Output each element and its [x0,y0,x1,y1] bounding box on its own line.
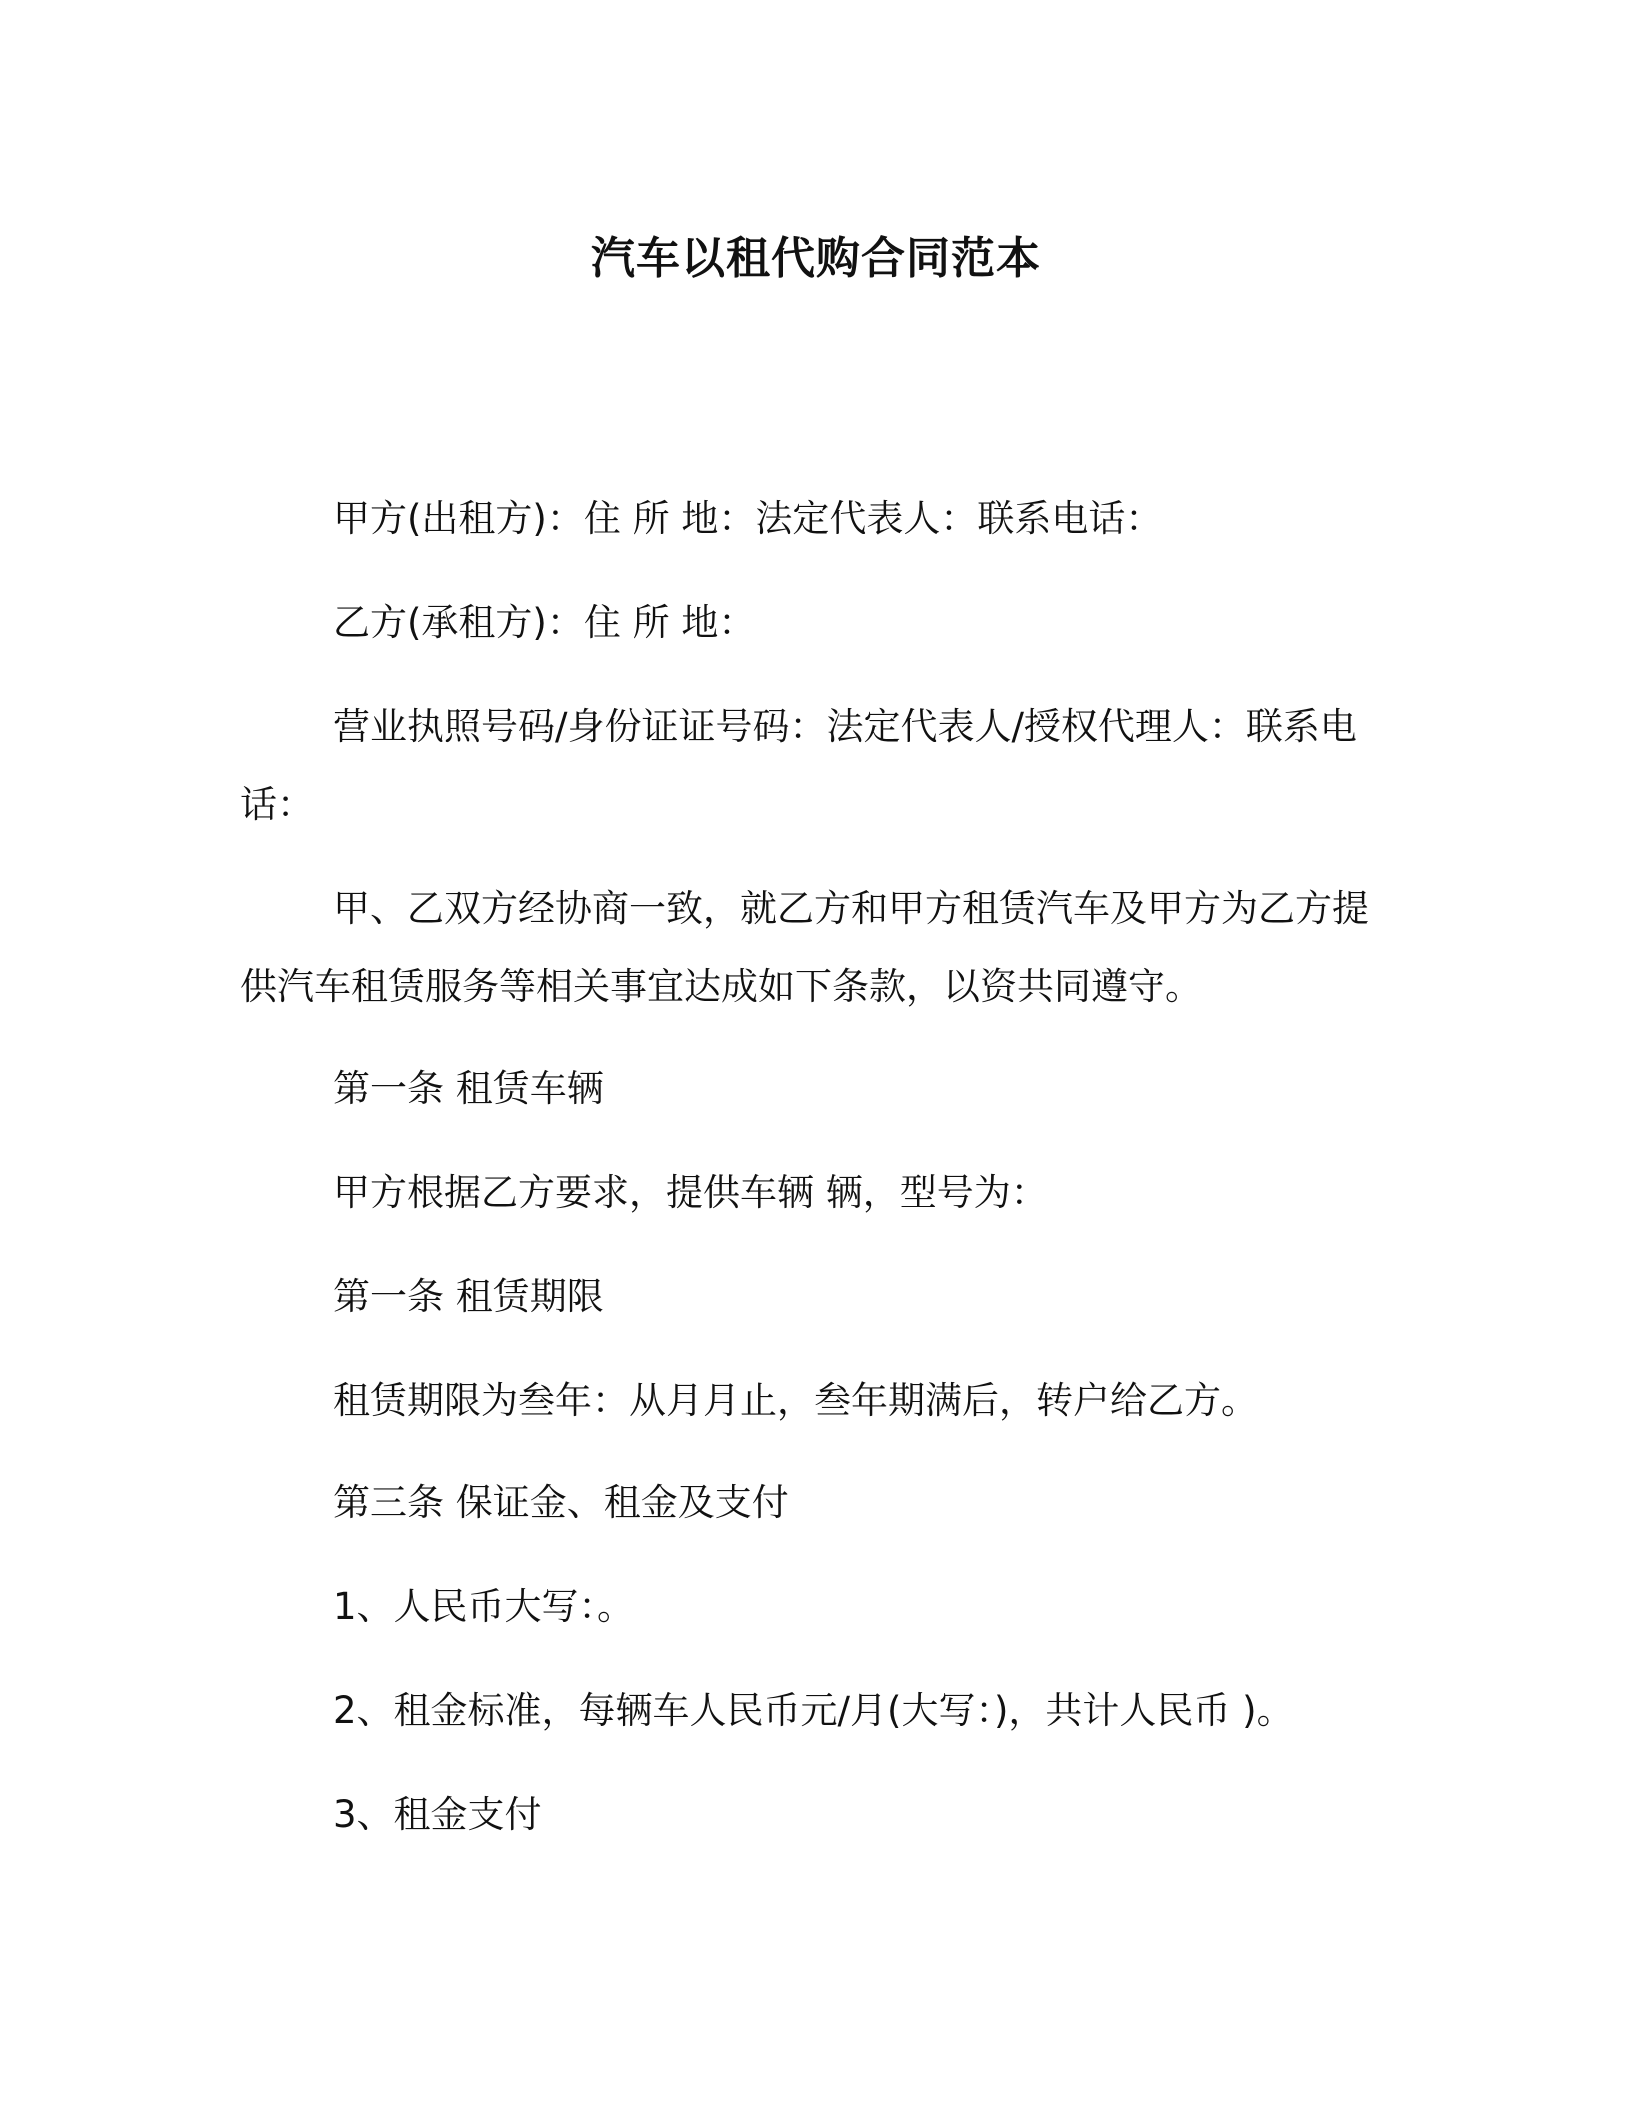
article-3-item-1: 1、人民币大写：。 [333,1585,635,1628]
document-title: 汽车以租代购合同范本 [591,233,1041,284]
article-3-item-3: 3、租金支付 [333,1793,542,1836]
article-1-text: 甲方根据乙方要求，提供车辆 辆，型号为： [333,1171,1048,1214]
article-2-heading: 第一条 租赁期限 [333,1275,604,1318]
party-b-line: 乙方(承租方)：住 所 地： [333,601,756,644]
preamble-line-2: 供汽车租赁服务等相关事宜达成如下条款，以资共同遵守。 [240,965,1202,1008]
article-3-item-2: 2、租金标准，每辆车人民币元/月(大写：)，共计人民币 )。 [333,1689,1294,1732]
article-3-heading: 第三条 保证金、租金及支付 [333,1481,789,1524]
preamble-line-1: 甲、乙双方经协商一致，就乙方和甲方租赁汽车及甲方为乙方提 [333,887,1369,930]
license-line-continued: 话： [240,783,314,826]
party-a-line: 甲方(出租方)：住 所 地：法定代表人：联系电话： [333,497,1163,540]
article-2-text: 租赁期限为叁年：从月月止，叁年期满后，转户给乙方。 [333,1379,1258,1422]
article-1-heading: 第一条 租赁车辆 [333,1067,604,1110]
license-line: 营业执照号码/身份证证号码：法定代表人/授权代理人：联系电 [333,705,1357,748]
